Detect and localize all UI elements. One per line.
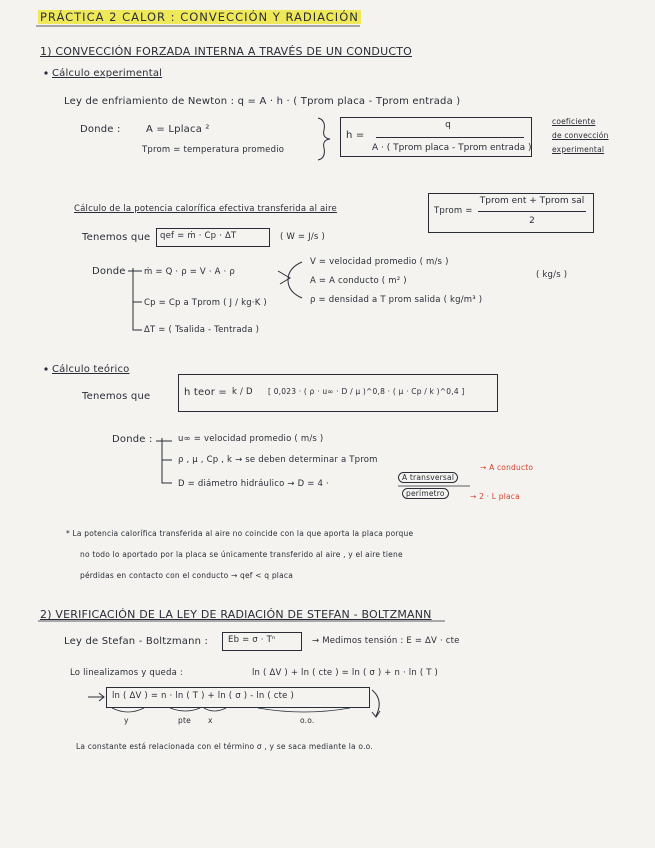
linearize-label: Lo linealizamos y queda : — [70, 668, 183, 678]
cp-definition: Cp = Cp a Tprom ( J / kg·K ) — [144, 298, 267, 308]
h-numerator: q — [445, 120, 451, 130]
deltaT-definition: ΔT = ( Tsalida - Tentrada ) — [144, 325, 260, 335]
properties-note: ρ , μ , Cp , k → se deben determinar a Tprom — [178, 455, 378, 465]
donde-label-1: Donde : — [80, 124, 121, 135]
k-over-d: k / D — [232, 387, 253, 397]
section-2-heading: 2) VERIFICACIÓN DE LA LEY DE RADIACIÓN DE STEFAN - BOLTZMANN — [40, 608, 432, 621]
newton-law: Ley de enfriamiento de Newton : q = A · h · ( Tprom placa - Tprom entrada ) — [64, 96, 461, 107]
density-definition: ρ = densidad a T prom salida ( kg/m³ ) — [310, 295, 483, 305]
tprom-definition: Tprom = temperatura promedio — [142, 145, 285, 155]
qef-equation: qef = ṁ · Cp · ΔT — [160, 231, 237, 241]
medimos-tension: → Medimos tensión : E = ΔV · cte — [312, 636, 460, 646]
final-note: La constante está relacionada con el término σ , y se saca mediante la o.o. — [76, 742, 373, 751]
boxed-linear-eq-text: ln ( ΔV ) = n · ln ( T ) + ln ( σ ) - ln ( cte ) — [112, 691, 295, 701]
red-note-2l-placa: → 2 · L placa — [470, 492, 520, 501]
note-line-3: pérdidas en contacto con el conducto → qef < q placa — [80, 571, 293, 580]
page-title-text: PRÁCTICA 2 CALOR : CONVECCIÓN Y RADIACIÓN — [40, 10, 359, 24]
tprom-denominator: 2 — [529, 216, 535, 226]
frac-denominator-text: perímetro — [406, 489, 445, 498]
note-conv: de convección — [552, 131, 609, 140]
label-y: y — [124, 716, 129, 725]
watt-unit: ( W = J/s ) — [280, 232, 325, 242]
tenemos-label-1: Tenemos que — [82, 232, 151, 243]
note-coef: coeficiente — [552, 117, 596, 126]
section-1-heading: 1) CONVECCIÓN FORZADA INTERNA A TRAVÉS DE UN CONDUCTO — [40, 45, 412, 58]
label-x: x — [208, 716, 213, 725]
mdot-equation: ṁ = Q · ρ = V · A · ρ — [144, 267, 235, 277]
red-note-a-conducto: → A conducto — [480, 463, 534, 472]
potencia-heading: Cálculo de la potencia calorífica efectiva transferida al aire — [74, 204, 337, 214]
eb-equation: Eb = σ · Tⁿ — [228, 635, 276, 645]
kg-per-s-unit: ( kg/s ) — [536, 270, 568, 280]
tenemos-label-2: Tenemos que — [82, 391, 151, 402]
h-denominator: A · ( Tprom placa - Tprom entrada ) — [372, 143, 532, 153]
label-pte: pte — [178, 716, 191, 725]
u-inf-definition: u∞ = velocidad promedio ( m/s ) — [178, 434, 324, 444]
note-line-2: no todo lo aportado por la placa se únicamente transferido al aire , y el aire tiene — [80, 550, 403, 559]
area-conduct-definition: A = A conducto ( m² ) — [310, 276, 407, 286]
hydraulic-diameter: D = diámetro hidráulico → D = 4 · — [178, 479, 329, 489]
donde-label-2: Donde — [92, 266, 126, 277]
velocity-definition: V = velocidad promedio ( m/s ) — [310, 257, 449, 267]
label-oo: o.o. — [300, 716, 315, 725]
h-equation-lhs: h = — [346, 130, 365, 141]
frac-numerator-text: A transversal — [402, 473, 455, 482]
dittus-boelter-formula: [ 0,023 · ( ρ · u∞ · D / μ )^0,8 · ( μ · Cp / k )^0,4 ] — [268, 387, 465, 396]
note-line-1: * La potencia calorífica transferida al aire no coincide con la que aporta la placa porque — [66, 529, 414, 538]
stefan-law-label: Ley de Stefan - Boltzmann : — [64, 636, 209, 647]
tprom-box-lhs: Tprom = — [434, 206, 473, 216]
tprom-numerator: Tprom ent + Tprom sal — [479, 196, 585, 206]
hteor-lhs: h teor = — [184, 387, 227, 398]
linearized-equation: ln ( ΔV ) + ln ( cte ) = ln ( σ ) + n · ln ( T ) — [252, 668, 439, 678]
experimental-subtitle: Cálculo experimental — [52, 68, 163, 79]
donde-label-3: Donde : — [112, 434, 153, 445]
area-definition: A = Lplaca ² — [146, 124, 210, 135]
theoretical-subtitle: Cálculo teórico — [52, 364, 130, 375]
note-exp: experimental — [552, 145, 605, 154]
